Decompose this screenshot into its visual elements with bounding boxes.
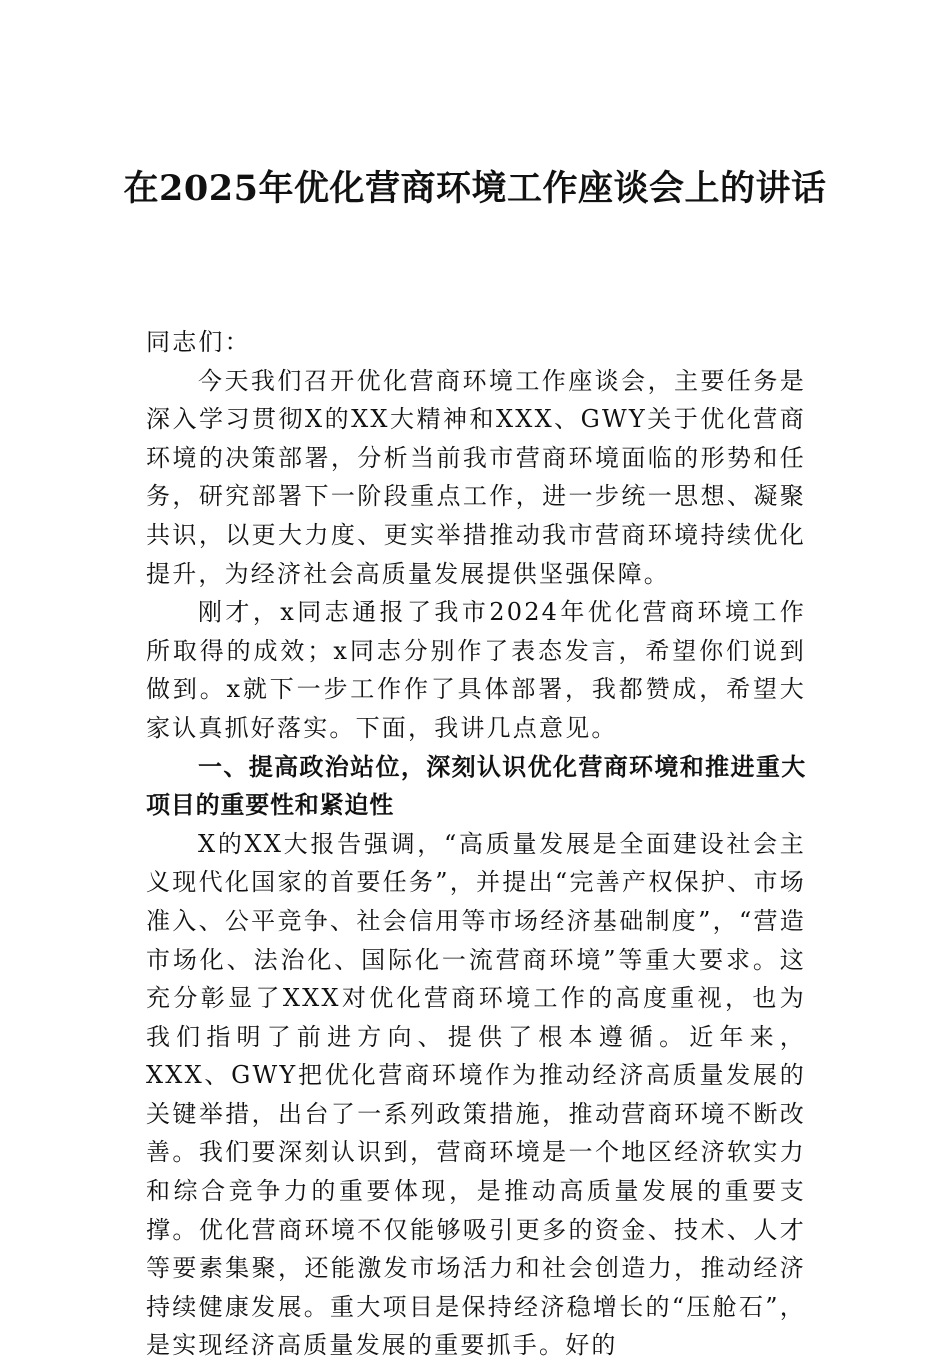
section-heading: 一、提高政治站位，深刻认识优化营商环境和推进重大项目的重要性和紧迫性 [146,752,806,820]
paragraph-review: 刚才，x同志通报了我市2024年优化营商环境工作所取得的成效；x同志分别作了表态发言，希望你们说到做到。x就下一步工作作了具体部署，我都赞成，希望大家认真抓好落实。下面，我讲几点意见。 [146,598,806,742]
paragraph-opening: 今天我们召开优化营商环境工作座谈会，主要任务是深入学习贯彻X的XX大精神和XXX、GWY关于优化营商环境的决策部署，分析当前我市营商环境面临的形势和任务，研究部署下一阶段重点工作，进一步统一思想、凝聚共识，以更大力度、更实举措推动我市营商环境持续优化提升，为经济社会高质量发展提供坚强保障。 [146,366,806,588]
salutation: 同志们： [146,328,251,356]
document-title: 在2025年优化营商环境工作座谈会上的讲话 [123,168,827,209]
document-body [146,323,806,1365]
paragraph-section-one: X的XX大报告强调，“高质量发展是全面建设社会主义现代化国家的首要任务”，并提出“完善产权保护、市场准入、公平竞争、社会信用等市场经济基础制度”，“营造市场化、法治化、国际化一流营商环境”等重大要求。这充分彰显了XXX对优化营商环境工作的高度重视，也为我们指明了前进方向、提供了根本遵循。近年来，XXX、GWY把优化营商环境作为推动经济高质量发展的关键举措，出台了一系列政策措施，推动营商环境不断改善。我们要深刻认识到，营商环境是一个地区经济软实力和综合竞争力的重要体现，是推动高质量发展的重要支撑。优化营商环境不仅能够吸引更多的资金、技术、人才等要素集聚，还能激发市场活力和社会创造力，推动经济持续健康发展。重大项目是保持经济稳增长的“压舱石”，是实现经济高质量发展的重要抓手。好的 [146,829,806,1360]
